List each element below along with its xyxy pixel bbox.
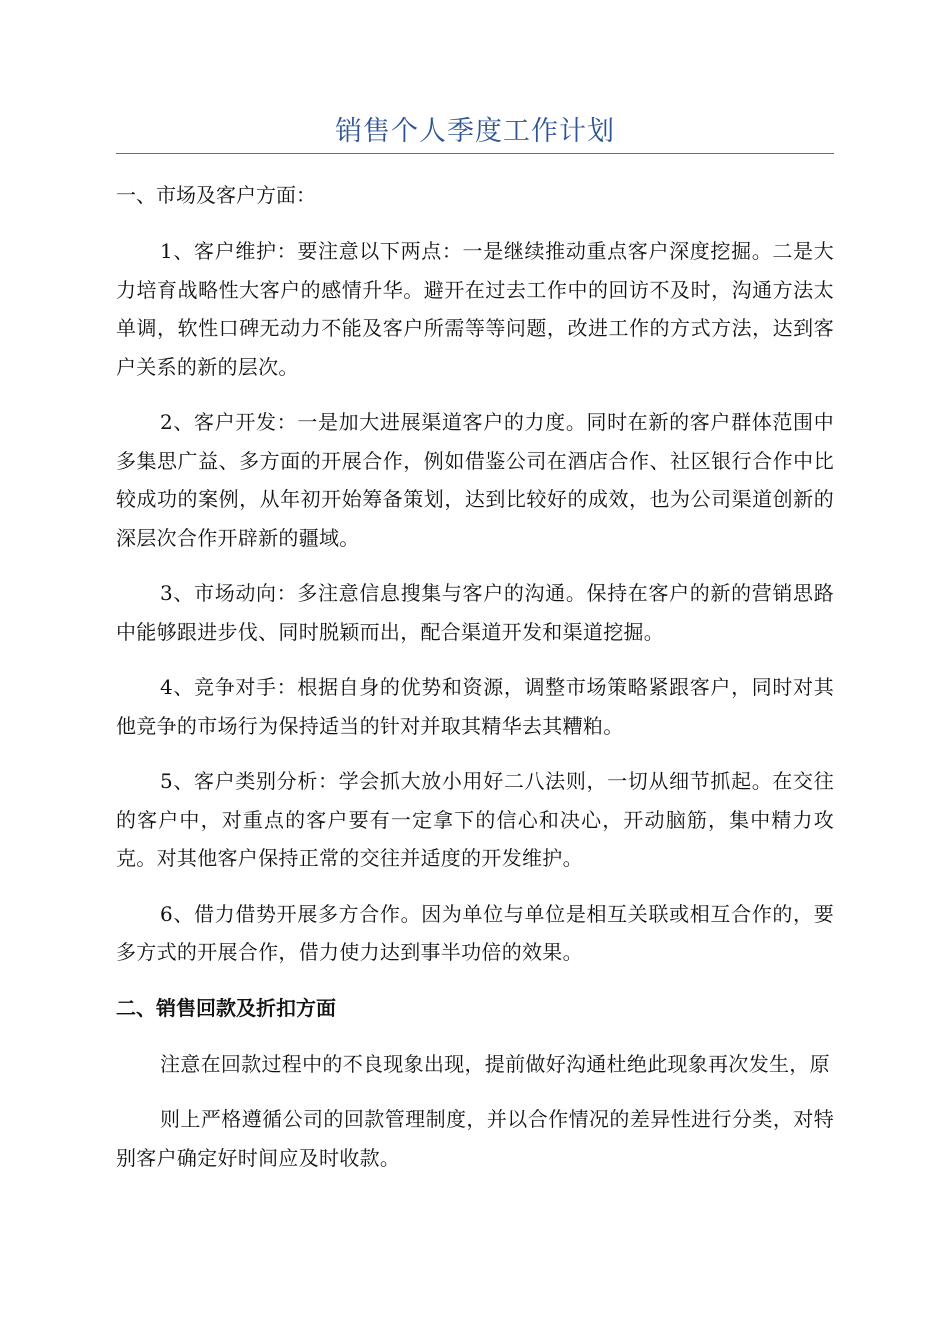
- section-heading-2: 二、销售回款及折扣方面: [116, 995, 336, 1020]
- paragraph-customer-analysis: 5、客户类别分析：学会抓大放小用好二八法则，一切从细节抓起。在交往的客户中，对重点的客户要有一定拿下的信心和决心，开动脑筋，集中精力攻克。对其他客户保持正常的交往并适度的开发维护。: [116, 769, 834, 870]
- title-underline: [116, 153, 834, 154]
- paragraph-payment-2: 则上严格遵循公司的回款管理制度，并以合作情况的差异性进行分类，对特别客户确定好时间应及时收款。: [116, 1107, 834, 1170]
- paragraph-customer-maintenance: 1、客户维护：要注意以下两点：一是继续推动重点客户深度挖掘。二是大力培育战略性大客户的感情升华。避开在过去工作中的回访不及时，沟通方法太单调，软性口碑无动力不能及客户所需等等问题，改进工作的方式方法，达到客户关系的新的层次。: [116, 239, 834, 379]
- section-heading-1: 一、市场及客户方面：: [116, 183, 316, 207]
- paragraph-competitors: 4、竞争对手：根据自身的优势和资源，调整市场策略紧跟客户，同时对其他竞争的市场行为保持适当的针对并取其精华去其糟粕。: [116, 675, 834, 738]
- section-market-customers: [116, 176, 834, 972]
- document-body: [116, 176, 834, 1194]
- section-payment-discount: [116, 989, 834, 1178]
- document-title: 销售个人季度工作计划: [335, 116, 615, 147]
- paragraph-customer-development: 2、客户开发：一是加大进展渠道客户的力度。同时在新的客户群体范围中多集思广益、多方面的开展合作，例如借鉴公司在酒店合作、社区银行合作中比较成功的案例，从年初开始筹备策划，达到比较好的成效，也为公司渠道创新的深层次合作开辟新的疆域。: [116, 410, 834, 550]
- paragraph-cooperation: 6、借力借势开展多方合作。因为单位与单位是相互关联或相互合作的，要多方式的开展合作，借力使力达到事半功倍的效果。: [116, 901, 834, 964]
- paragraph-market-trends: 3、市场动向：多注意信息搜集与客户的沟通。保持在客户的新的营销思路中能够跟进步伐、同时脱颖而出，配合渠道开发和渠道挖掘。: [116, 581, 834, 644]
- paragraph-payment-1: 注意在回款过程中的不良现象出现，提前做好沟通杜绝此现象再次发生，原: [160, 1051, 830, 1076]
